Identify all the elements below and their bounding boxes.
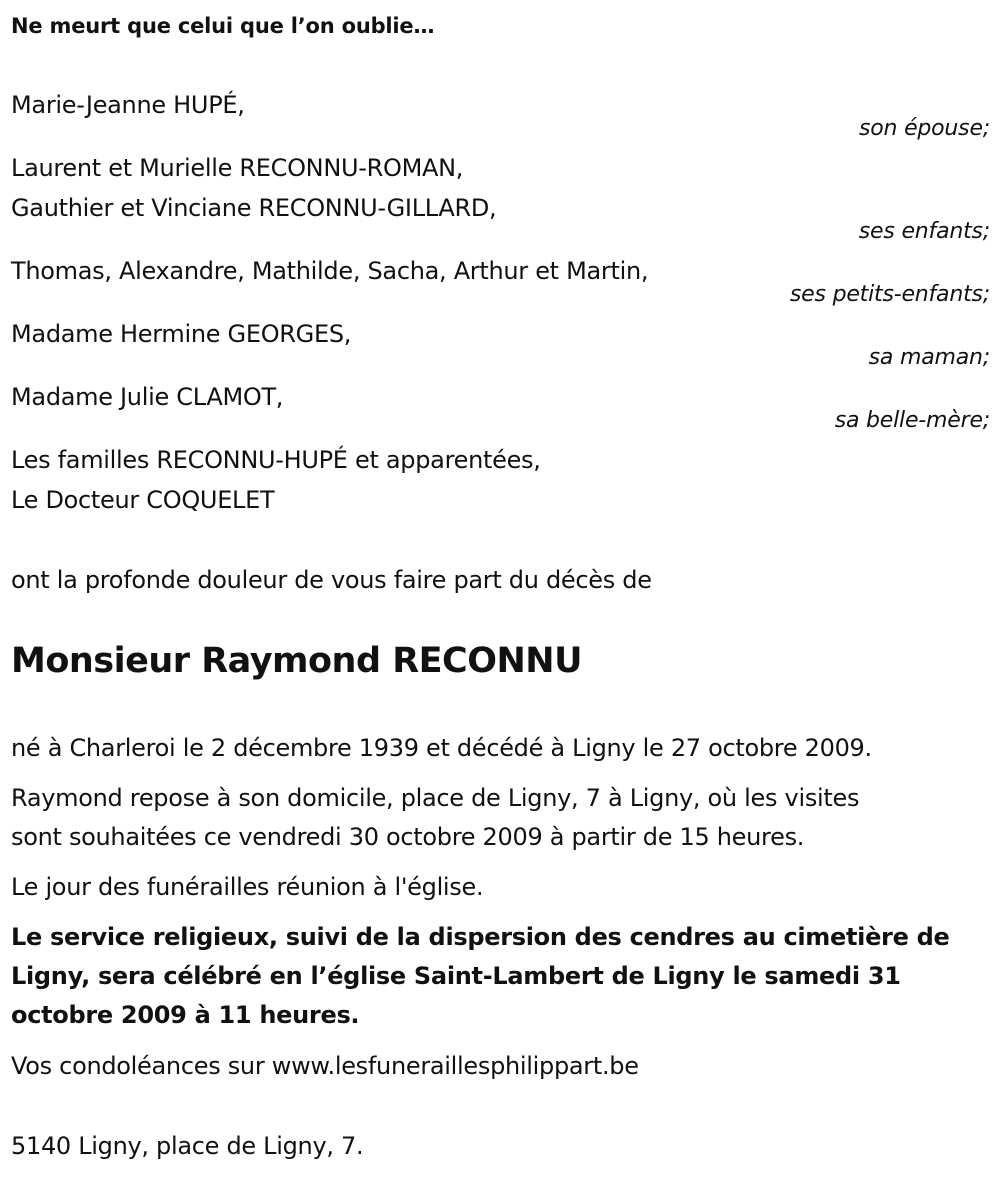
service-info-line-1: Le service religieux, suivi de la dispersion des cendres au cimetière de <box>11 923 950 951</box>
announcement: ont la profonde douleur de vous faire part du décès de <box>11 566 652 594</box>
address: 5140 Ligny, place de Ligny, 7. <box>11 1132 364 1160</box>
role-mother: sa maman; <box>868 345 990 370</box>
family-spouse: Marie-Jeanne HUPÉ, <box>11 91 245 119</box>
role-mother-in-law: sa belle-mère; <box>834 408 990 433</box>
service-info-line-3: octobre 2009 à 11 heures. <box>11 1001 360 1029</box>
family-grandchildren: Thomas, Alexandre, Mathilde, Sacha, Arthur et Martin, <box>11 257 649 285</box>
visit-info-line-1: Raymond repose à son domicile, place de Ligny, 7 à Ligny, où les visites <box>11 784 860 812</box>
family-child-1: Laurent et Murielle RECONNU-ROMAN, <box>11 154 464 182</box>
role-spouse: son épouse; <box>859 116 990 141</box>
family-mother-in-law: Madame Julie CLAMOT, <box>11 383 284 411</box>
birth-death-info: né à Charleroi le 2 décembre 1939 et décédé à Ligny le 27 octobre 2009. <box>11 734 872 762</box>
family-child-2: Gauthier et Vinciane RECONNU-GILLARD, <box>11 194 497 222</box>
role-children: ses enfants; <box>858 219 990 244</box>
role-grandchildren: ses petits-enfants; <box>789 282 990 307</box>
epigraph: Ne meurt que celui que l’on oublie… <box>11 14 435 38</box>
visit-info-line-2: sont souhaitées ce vendredi 30 octobre 2009 à partir de 15 heures. <box>11 823 805 851</box>
deceased-name: Monsieur Raymond RECONNU <box>11 641 583 681</box>
meeting-info: Le jour des funérailles réunion à l'église. <box>11 873 484 901</box>
service-info-line-2: Ligny, sera célébré en l’église Saint-Lambert de Ligny le samedi 31 <box>11 962 901 990</box>
family-relatives: Les familles RECONNU-HUPÉ et apparentées, <box>11 446 541 474</box>
condolences-link[interactable]: Vos condoléances sur www.lesfuneraillesphilippart.be <box>11 1052 639 1080</box>
family-doctor: Le Docteur COQUELET <box>11 486 275 514</box>
family-mother: Madame Hermine GEORGES, <box>11 320 352 348</box>
